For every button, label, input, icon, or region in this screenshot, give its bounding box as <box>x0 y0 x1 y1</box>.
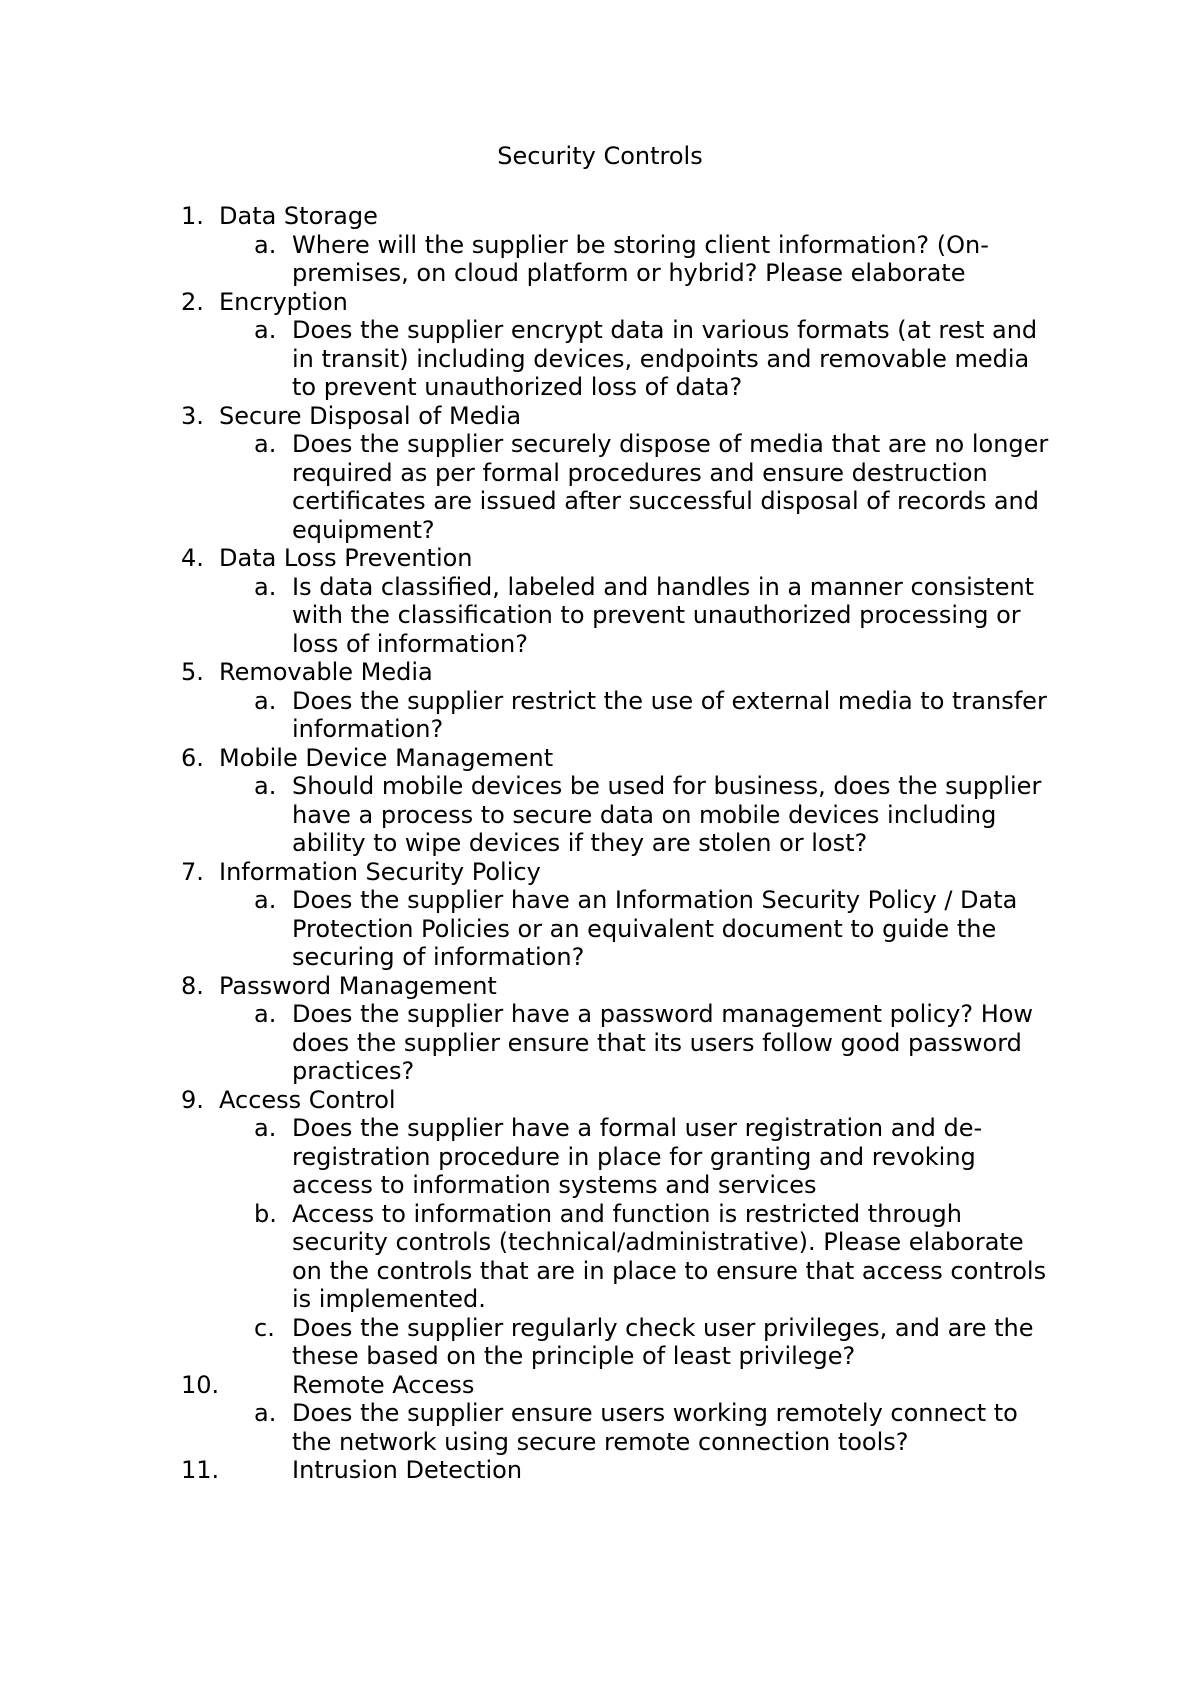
question-item <box>0 430 1062 544</box>
section-item <box>0 202 1200 288</box>
section-number: 8. <box>181 971 204 1000</box>
question-letter: a. <box>254 686 277 715</box>
question-list <box>0 430 1200 544</box>
question-text: Access to information and function is restricted through security controls (technical/administrative). Please elaborate on the controls that are in place to ensure that access controls is implemented. <box>292 1199 1047 1313</box>
section-heading-row <box>0 972 1200 1001</box>
question-text: Is data classified, labeled and handles in a manner consistent with the classification to prevent unauthorized processing or loss of information? <box>292 572 1035 658</box>
security-controls-list <box>0 202 1200 1485</box>
question-item <box>0 231 1062 288</box>
section-item <box>0 1456 1200 1485</box>
section-heading: Access Control <box>219 1085 396 1114</box>
question-item <box>0 1114 1062 1200</box>
question-item <box>0 1200 1062 1314</box>
question-item <box>0 1399 1062 1456</box>
section-heading-row <box>0 1456 1200 1485</box>
section-heading: Intrusion Detection <box>292 1456 523 1484</box>
question-text: Should mobile devices be used for business, does the supplier have a process to secure data on mobile devices including ability to wipe devices if they are stolen or lost? <box>292 772 1042 857</box>
section-heading: Remote Access <box>292 1370 475 1399</box>
question-letter: a. <box>254 772 277 800</box>
question-item <box>0 1000 1062 1086</box>
section-heading-row <box>0 402 1200 431</box>
question-letter: a. <box>254 572 277 601</box>
section-item <box>0 402 1200 545</box>
question-list <box>0 1000 1200 1086</box>
section-number: 3. <box>181 401 204 430</box>
section-heading: Removable Media <box>219 658 433 686</box>
section-heading-row <box>0 544 1200 573</box>
question-item <box>0 886 1062 972</box>
question-list <box>0 772 1200 858</box>
section-item <box>0 288 1200 402</box>
question-item <box>0 573 1062 659</box>
section-heading-row <box>0 858 1200 887</box>
question-list <box>0 231 1200 288</box>
question-list <box>0 1399 1200 1456</box>
section-heading-row <box>0 1086 1200 1115</box>
question-list <box>0 886 1200 972</box>
question-text: Does the supplier restrict the use of external media to transfer information? <box>292 686 1047 743</box>
section-heading-row <box>0 744 1200 773</box>
question-letter: a. <box>254 1114 277 1142</box>
question-text: Where will the supplier be storing client information? (On- premises, on cloud platform or hybrid? Please elaborate <box>292 230 989 287</box>
section-item <box>0 744 1200 858</box>
section-item <box>0 658 1200 744</box>
question-item <box>0 316 1062 402</box>
question-text: Does the supplier have an Information Security Policy / Data Protection Policies or an equivalent document to guide the securing of information? <box>292 886 1018 971</box>
section-number: 11. <box>181 1456 220 1484</box>
question-item <box>0 772 1062 858</box>
section-item <box>0 544 1200 658</box>
section-number: 5. <box>181 658 204 686</box>
question-list <box>0 573 1200 659</box>
question-text: Does the supplier have a formal user registration and de- registration procedure in place for granting and revoking access to information systems and services <box>292 1114 983 1199</box>
question-letter: a. <box>254 316 277 344</box>
question-letter: a. <box>254 886 277 914</box>
question-text: Does the supplier ensure users working remotely connect to the network using secure remote connection tools? <box>292 1399 1018 1456</box>
question-list <box>0 316 1200 402</box>
question-letter: b. <box>254 1199 277 1228</box>
section-number: 6. <box>181 743 204 772</box>
section-heading: Data Loss Prevention <box>219 544 473 572</box>
question-list <box>0 687 1200 744</box>
question-item <box>0 1314 1062 1371</box>
question-text: Does the supplier have a password management policy? How does the supplier ensure that its users follow good password practices? <box>292 1000 1034 1085</box>
section-number: 9. <box>181 1085 204 1114</box>
section-number: 10. <box>181 1370 220 1399</box>
question-letter: a. <box>254 1000 277 1028</box>
question-text: Does the supplier encrypt data in various formats (at rest and in transit) including devices, endpoints and removable media to prevent unauthorized loss of data? <box>292 316 1038 401</box>
section-heading-row <box>0 1371 1200 1400</box>
section-heading: Information Security Policy <box>219 857 541 886</box>
question-list <box>0 1114 1200 1371</box>
section-item <box>0 972 1200 1086</box>
section-number: 1. <box>181 202 204 230</box>
section-heading-row <box>0 658 1200 687</box>
section-heading: Secure Disposal of Media <box>219 401 522 430</box>
section-heading: Password Management <box>219 971 497 1000</box>
section-item <box>0 858 1200 972</box>
question-item <box>0 687 1062 744</box>
question-letter: a. <box>254 1399 277 1427</box>
section-number: 7. <box>181 857 204 886</box>
section-number: 4. <box>181 544 204 572</box>
section-heading-row <box>0 288 1200 317</box>
question-letter: a. <box>254 430 277 458</box>
section-heading-row <box>0 202 1200 231</box>
section-item <box>0 1371 1200 1457</box>
section-heading: Encryption <box>219 287 348 316</box>
question-text: Does the supplier securely dispose of media that are no longer required as per formal procedures and ensure destruction certificates are issued after successful disposal of records and equipment? <box>292 430 1049 544</box>
section-number: 2. <box>181 287 204 316</box>
section-heading: Mobile Device Management <box>219 743 554 772</box>
document-title: Security Controls <box>497 142 703 170</box>
section-item <box>0 1086 1200 1371</box>
section-heading: Data Storage <box>219 202 378 230</box>
question-letter: c. <box>254 1313 275 1342</box>
question-letter: a. <box>254 230 277 259</box>
question-text: Does the supplier regularly check user privileges, and are the these based on the principle of least privilege? <box>292 1313 1034 1370</box>
